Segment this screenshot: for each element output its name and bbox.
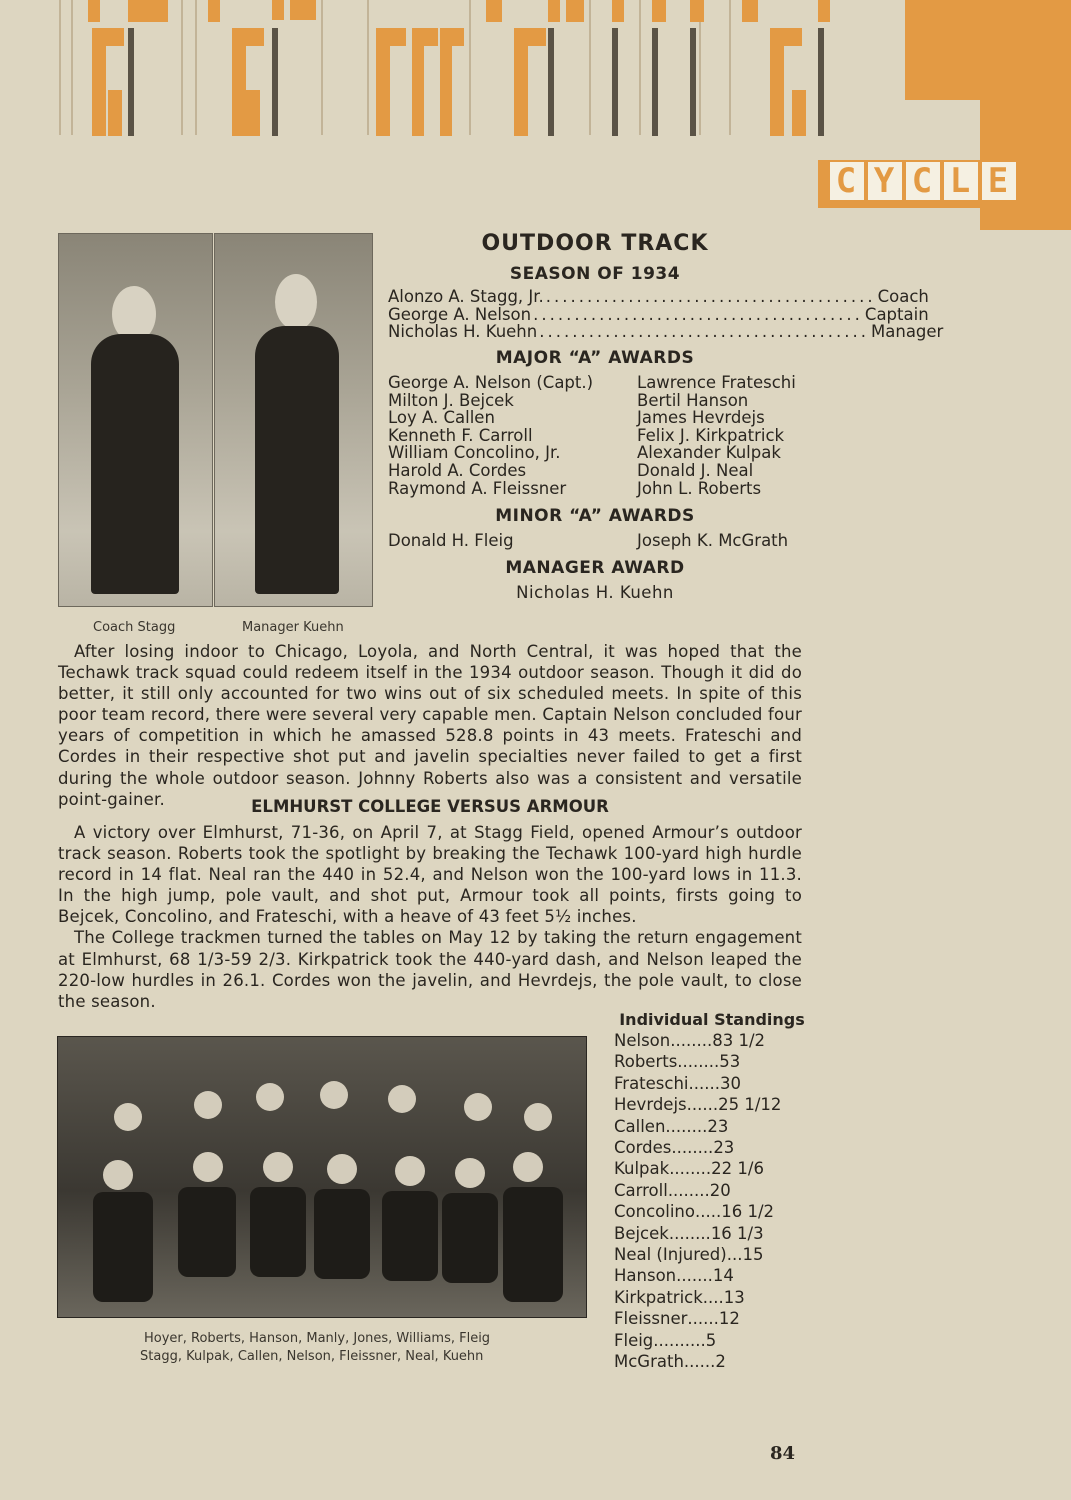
leader-dots: ........................................ <box>545 287 876 306</box>
award-name: Harold A. Cordes <box>388 460 527 480</box>
standing-dots: ........ <box>669 1159 712 1179</box>
standing-name: Concolino <box>614 1202 695 1222</box>
standing-name: Hevrdejs <box>614 1095 687 1115</box>
standing-name: Kirkpatrick <box>614 1287 703 1307</box>
officer-row <box>388 322 944 341</box>
award-name: Bertil Hanson <box>637 390 749 410</box>
standing-name: Nelson <box>614 1031 671 1050</box>
standing-points: 13 <box>723 1287 745 1307</box>
team-caption-line2: Stagg, Kulpak, Callen, Nelson, Fleissner, Neal, Kuehn <box>140 1349 484 1364</box>
elmhurst-heading: ELMHURST COLLEGE VERSUS ARMOUR <box>251 797 609 816</box>
standing-points: 30 <box>720 1073 742 1093</box>
manager-award-heading: MANAGER AWARD <box>505 558 685 578</box>
standing-points: 22 1/6 <box>711 1159 764 1179</box>
manager-head <box>275 274 317 330</box>
standing-row <box>614 1330 814 1351</box>
standing-points: 12 <box>718 1309 740 1329</box>
standing-name: Neal (Injured) <box>614 1245 727 1265</box>
standing-row <box>614 1158 814 1179</box>
award-name: Alexander Kulpak <box>637 443 781 463</box>
standing-dots: .... <box>702 1287 724 1307</box>
page-number: 84 <box>770 1443 796 1464</box>
standing-dots: .......... <box>653 1330 706 1350</box>
cycle-letter: E <box>982 162 1016 200</box>
standing-row <box>614 1201 814 1222</box>
standing-name: Bejcek <box>614 1223 669 1243</box>
minor-award-right: Joseph K. McGrath <box>637 531 789 550</box>
award-name: Lawrence Frateschi <box>637 373 796 392</box>
standing-name: Cordes <box>614 1138 672 1158</box>
leader-dots: ........................................ <box>539 322 870 341</box>
coach-photo <box>58 233 213 607</box>
standing-row <box>614 1051 814 1072</box>
standing-name: McGrath <box>614 1352 684 1372</box>
standing-dots: ........ <box>671 1138 714 1158</box>
officer-role: Coach <box>877 287 929 306</box>
minor-awards-heading: MINOR “A” AWARDS <box>495 506 695 526</box>
manager-photo <box>214 233 373 607</box>
standing-name: Hanson <box>614 1266 677 1286</box>
leader-dots: ........................................ <box>533 305 863 324</box>
officer-role: Manager <box>871 322 944 341</box>
team-photo-figures <box>58 1037 586 1317</box>
standing-row <box>614 1223 814 1244</box>
award-name: George A. Nelson (Capt.) <box>388 373 594 392</box>
paragraph-text: A victory over Elmhurst, 71-36, on April 7, at Stagg Field, opened Armour’s outdoor track season. Roberts took the spotlight by breaking the Techawk 100-yard high hurdle record in 14 flat. Neal ran the 440 in 52.4, and Nelson won the 100-yard lows in 11.3. In the high jump, pole vault, and shot put, Armour took all points, firsts going to Bejcek, Concolino, and Frateschi, with a heave of 43 feet 5½ inches. <box>58 823 802 927</box>
cycle-letter: C <box>906 162 940 200</box>
standing-points: 16 1/2 <box>721 1202 774 1222</box>
standing-points: 23 <box>707 1116 729 1136</box>
manager-award-name: Nicholas H. Kuehn <box>516 583 674 602</box>
standing-dots: ........ <box>677 1052 720 1072</box>
award-name: Raymond A. Fleissner <box>388 478 567 498</box>
standing-dots: ... <box>726 1245 743 1265</box>
standing-points: 53 <box>719 1052 741 1072</box>
manager-caption: Manager Kuehn <box>242 620 344 635</box>
standing-points: 14 <box>712 1266 734 1286</box>
major-awards-heading: MAJOR “A” AWARDS <box>495 348 695 368</box>
standing-dots: ...... <box>687 1309 719 1329</box>
award-name: William Concolino, Jr. <box>388 443 561 463</box>
team-caption-line1: Hoyer, Roberts, Hanson, Manly, Jones, Williams, Fleig <box>144 1331 491 1346</box>
standing-dots: ..... <box>694 1202 722 1222</box>
standing-name: Fleig <box>614 1330 654 1350</box>
standing-name: Kulpak <box>614 1159 670 1179</box>
standing-row <box>614 1265 814 1286</box>
standing-name: Frateschi <box>614 1073 689 1093</box>
header-decoration <box>0 0 1071 230</box>
standing-dots: ....... <box>676 1266 713 1286</box>
standing-dots: ...... <box>686 1095 719 1115</box>
award-name: John L. Roberts <box>637 478 762 498</box>
award-name: Milton J. Bejcek <box>388 390 514 410</box>
coach-caption: Coach Stagg <box>93 620 176 635</box>
standing-dots: ........ <box>670 1031 713 1050</box>
award-name: James Hevrdejs <box>637 408 765 428</box>
standing-points: 25 1/12 <box>718 1095 782 1115</box>
standing-points: 15 <box>742 1245 764 1265</box>
officer-name: Nicholas H. Kuehn <box>388 322 538 341</box>
standing-row <box>614 1287 814 1308</box>
major-awards-left <box>388 374 593 497</box>
award-name: Felix J. Kirkpatrick <box>637 425 785 445</box>
coach-body <box>91 334 179 594</box>
officer-role: Captain <box>864 305 929 324</box>
cycle-letter: Y <box>868 162 902 200</box>
major-awards-right <box>637 374 796 497</box>
standing-name: Callen <box>614 1116 666 1136</box>
paragraph-text: The College trackmen turned the tables on May 12 by taking the return engagement at Elmhurst, 68 1/3-59 2/3. Kirkpatrick took the 440-yard dash, and Nelson leaped the 220-low hurdles in 26.1. Cordes won the javelin, and Hevrdejs, the pole vault, to close the season. <box>58 928 802 1011</box>
elmhurst-section <box>58 822 802 1012</box>
standing-name: Carroll <box>614 1180 668 1200</box>
standing-dots: ........ <box>665 1116 708 1136</box>
standing-dots: ...... <box>683 1352 716 1372</box>
standing-points: 16 1/3 <box>710 1223 764 1243</box>
cycle-letter: L <box>944 162 978 200</box>
minor-award-left: Donald H. Fleig <box>388 531 514 550</box>
cycle-wordmark <box>818 160 1028 202</box>
standing-points: 23 <box>713 1138 735 1158</box>
standings-list <box>614 1030 814 1373</box>
standing-name: Fleissner <box>614 1309 688 1329</box>
standing-points: 20 <box>709 1180 731 1200</box>
award-name: Donald J. Neal <box>637 460 754 480</box>
manager-body <box>255 326 339 594</box>
officer-row <box>388 287 929 306</box>
standings-title: Individual Standings <box>619 1010 805 1029</box>
cycle-letter: C <box>830 162 864 200</box>
standing-row <box>614 1073 814 1094</box>
intro-paragraph <box>58 641 802 810</box>
standing-points: 83 1/2 <box>712 1031 765 1050</box>
standing-row <box>614 1137 814 1158</box>
team-photo <box>57 1036 587 1318</box>
standing-dots: ........ <box>668 1223 711 1243</box>
award-name: Loy A. Callen <box>388 408 495 428</box>
standing-row <box>614 1308 814 1329</box>
standing-points: 2 <box>715 1352 726 1372</box>
officer-name: Alonzo A. Stagg, Jr. <box>388 287 544 306</box>
officer-row <box>388 305 929 324</box>
standing-dots: ...... <box>688 1073 721 1093</box>
standing-row <box>614 1116 814 1137</box>
page-title: OUTDOOR TRACK <box>481 231 709 256</box>
standing-row <box>614 1351 814 1372</box>
standing-name: Roberts <box>614 1052 678 1072</box>
standing-row <box>614 1180 814 1201</box>
standing-row <box>614 1244 814 1265</box>
standing-points: 5 <box>705 1330 717 1350</box>
standing-dots: ........ <box>667 1180 710 1200</box>
season-heading: SEASON OF 1934 <box>509 264 681 284</box>
award-name: Kenneth F. Carroll <box>388 425 533 445</box>
officer-name: George A. Nelson <box>388 305 532 324</box>
paragraph-text: After losing indoor to Chicago, Loyola, and North Central, it was hoped that the Techawk track squad could redeem itself in the 1934 outdoor season. Though it did do better, it still only accounted for two wins out of six scheduled meets. In spite of this poor team record, there were several very capable men. Captain Nelson concluded four years of competition in which he amassed 528.8 points in 43 meets. Frateschi and Cordes in their respective shot put and javelin specialties never failed to get a first during the whole outdoor season. Johnny Roberts also was a consistent and versatile point-gainer. <box>58 642 802 809</box>
standing-row <box>614 1030 814 1051</box>
standing-row <box>614 1094 814 1115</box>
